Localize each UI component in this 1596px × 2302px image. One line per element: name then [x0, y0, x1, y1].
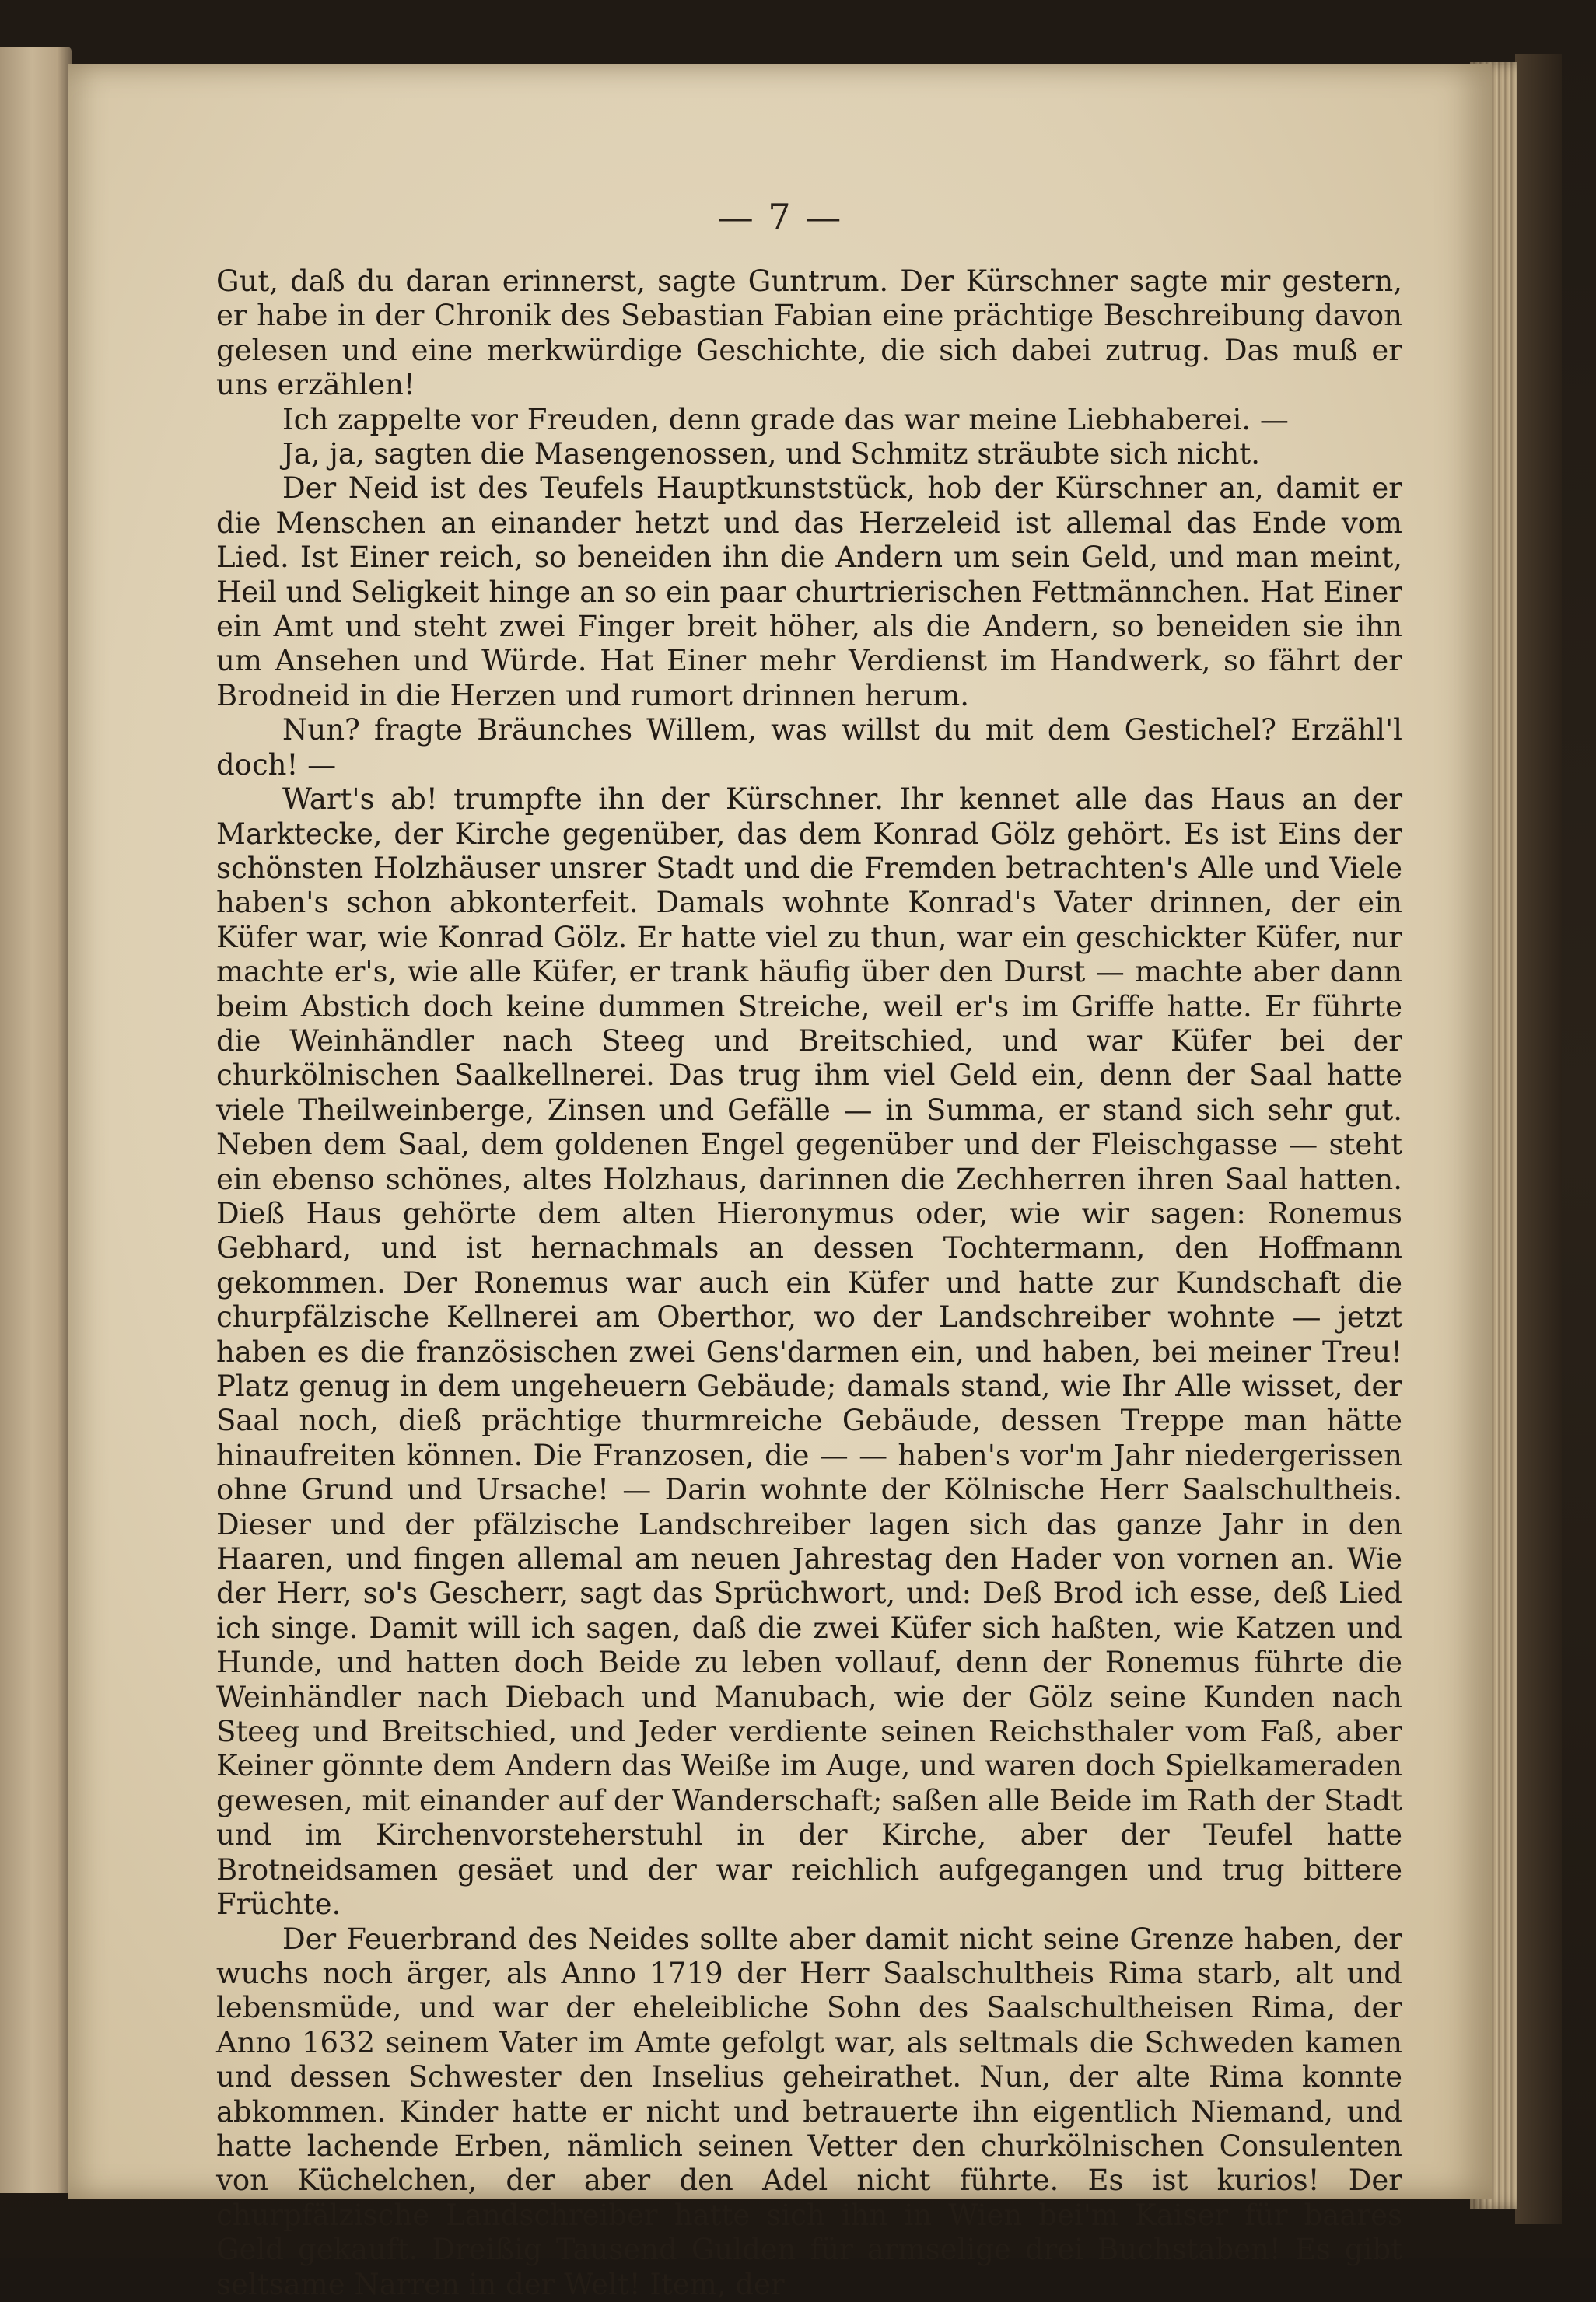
body-text [216, 264, 1402, 2302]
paragraph-2: Ich zappelte vor Freuden, denn grade das war meine Liebhaberei. — [282, 402, 1289, 436]
paragraph-5: Nun? fragte Bräunches Willem, was willst du mit dem Gestichel? Erzähl'l doch! — [216, 713, 1402, 782]
paragraph-4: Der Neid ist des Teufels Hauptkunststück, hob der Kürschner an, damit er die Menschen an einander hetzt und das Herzeleid ist allemal das Ende vom Lied. Ist Einer reich, so beneiden ihn die Andern um sein Geld, und man meint, Heil und Seligkeit hinge an so ein paar churtrierischen Fettmännchen. Hat Einer ein Amt und steht zwei Finger breit höher, als die Andern, so beneiden sie ihn um Ansehen und Würde. Hat Einer mehr Verdienst im Handwerk, so fährt der Brodneid in die Herzen und rumort drinnen herum. [216, 471, 1402, 712]
paragraph-3: Ja, ja, sagten die Masengenossen, und Schmitz sträubte sich nicht. [282, 437, 1260, 471]
paragraph-1: Gut, daß du daran erinnerst, sagte Guntrum. Der Kürschner sagte mir gestern, er habe in der Chronik des Sebastian Fabian eine prächtige Beschreibung davon gelesen und eine merkwürdige Geschichte, die sich dabei zutrug. Das muß er uns erzählen! [216, 264, 1402, 402]
page-number: — 7 — [717, 196, 843, 238]
book-binding [1515, 54, 1562, 2224]
book-page [68, 64, 1492, 2301]
paragraph-7: Der Feuerbrand des Neides sollte aber damit nicht seine Grenze haben, der wuchs noch ärger, als Anno 1719 der Herr Saalschultheis Rima starb, alt und lebensmüde, und war der eheleibliche Sohn des Saalschultheisen Rima, der Anno 1632 seinem Vater im Amte gefolgt war, als seltmals die Schweden kamen und dessen Schwester den Inselius geheirathet. Nun, der alte Rima konnte abkommen. Kinder hatte er nicht und betrauerte ihn eigentlich Niemand, und hatte lachende Erben, nämlich seinen Vetter den churkölnischen Consulenten von Küchelchen, der aber den Adel nicht führte. Es ist kurios! Der churpfälzische Landschreiber hatte sich ihn in Wien bei'm Kaiser für baares Geld gekauft. Dreißig Tausend Gulden für armselige drei Buchstaben! Es gibt seltsame Narren in der Welt! Item, der [216, 1922, 1402, 2301]
paragraph-6: Wart's ab! trumpfte ihn der Kürschner. Ihr kennet alle das Haus an der Marktecke, der Kirche gegenüber, das dem Konrad Gölz gehört. Es ist Eins der schönsten Holzhäuser unsrer Stadt und die Fremden betrachten's Alle und Viele haben's schon abkonterfeit. Damals wohnte Konrad's Vater drinnen, der ein Küfer war, wie Konrad Gölz. Er hatte viel zu thun, war ein geschickter Küfer, nur machte er's, wie alle Küfer, er trank häufig über den Durst — machte aber dann beim Abstich doch keine dummen Streiche, weil er's im Griffe hatte. Er führte die Weinhändler nach Steeg und Breitschied, und war Küfer bei der churkölnischen Saalkellnerei. Das trug ihm viel Geld ein, denn der Saal hatte viele Theilweinberge, Zinsen und Gefälle — in Summa, er stand sich sehr gut. Neben dem Saal, dem goldenen Engel gegenüber und der Fleischgasse — steht ein ebenso schönes, altes Holzhaus, darinnen die Zechherren ihren Saal hatten. Dieß Haus gehörte dem alten Hieronymus oder, wie wir sagen: Ronemus Gebhard, und ist hernachmals an dessen Tochtermann, den Hoffmann gekommen. Der Ronemus war auch ein Küfer und hatte zur Kundschaft die churpfälzische Kellnerei am Oberthor, wo der Landschreiber wohnte — jetzt haben es die französischen zwei Gens'darmen ein, und haben, bei meiner Treu! Platz genug in dem ungeheuern Gebäude; damals stand, wie Ihr Alle wisset, der Saal noch, dieß prächtige thurmreiche Gebäude, dessen Treppe man hätte hinaufreiten können. Die Franzosen, die — — haben's vor'm Jahr niedergerissen ohne Grund und Ursache! — Darin wohnte der Kölnische Herr Saalschultheis. Dieser und der pfälzische Landschreiber lagen sich das ganze Jahr in den Haaren, und fingen allemal am neuen Jahrestag den Hader von vornen an. Wie der Herr, so's Gescherr, sagt das Sprüchwort, und: Deß Brod ich esse, deß Lied ich singe. Damit will ich sagen, daß die zwei Küfer sich haßten, wie Katzen und Hunde, und hatten doch Beide zu leben vollauf, denn der Ronemus führte die Weinhändler nach Diebach und Manubach, wie der Gölz seine Kunden nach Steeg und Breitschied, und Jeder verdiente seinen Reichsthaler vom Faß, aber Keiner gönnte dem Andern das Weiße im Auge, und waren doch Spielkameraden gewesen, mit einander auf der Wanderschaft; saßen alle Beide im Rath der Stadt und im Kirchenvorsteherstuhl in der Kirche, aber der Teufel hatte Brotneidsamen gesäet und der war reichlich aufgegangen und trug bittere Früchte. [216, 782, 1402, 1922]
left-page-edge [0, 47, 72, 2193]
